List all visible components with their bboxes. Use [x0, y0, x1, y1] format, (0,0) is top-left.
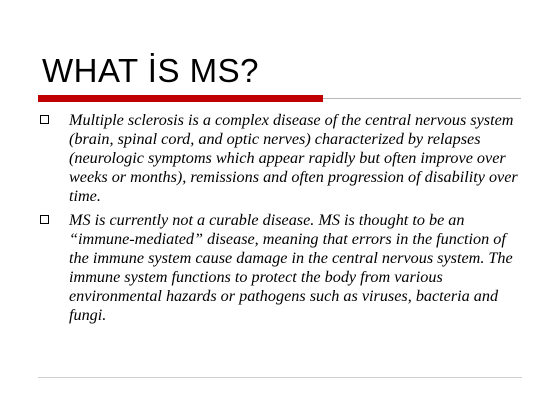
bullet-text: MS is currently not a curable disease. MS is thought to be an “immune-mediated” disease, meaning that errors in the function of the immune system cause damage in the central nervous system. The immune system functions to protect the body from various environmental hazards or pathogens such as viruses, bacteria and fungi. — [69, 211, 513, 324]
slide-title: WHAT İS MS? — [42, 52, 259, 89]
title-underline-accent — [38, 95, 323, 102]
footer-divider — [38, 377, 522, 378]
bullet-text: Multiple sclerosis is a complex disease of the central nervous system (brain, spinal cord, and optic nerves) characterized by relapses (neurologic symptoms which appear rapidly but often improve over weeks or months), remissions and often progression of disability over time. — [69, 111, 518, 205]
hollow-square-bullet-icon — [40, 215, 49, 224]
bullet-item — [40, 111, 522, 206]
hollow-square-bullet-icon — [40, 115, 49, 124]
title-underline-divider — [323, 98, 521, 99]
bullet-item — [40, 211, 522, 325]
bullet-list — [40, 111, 522, 330]
